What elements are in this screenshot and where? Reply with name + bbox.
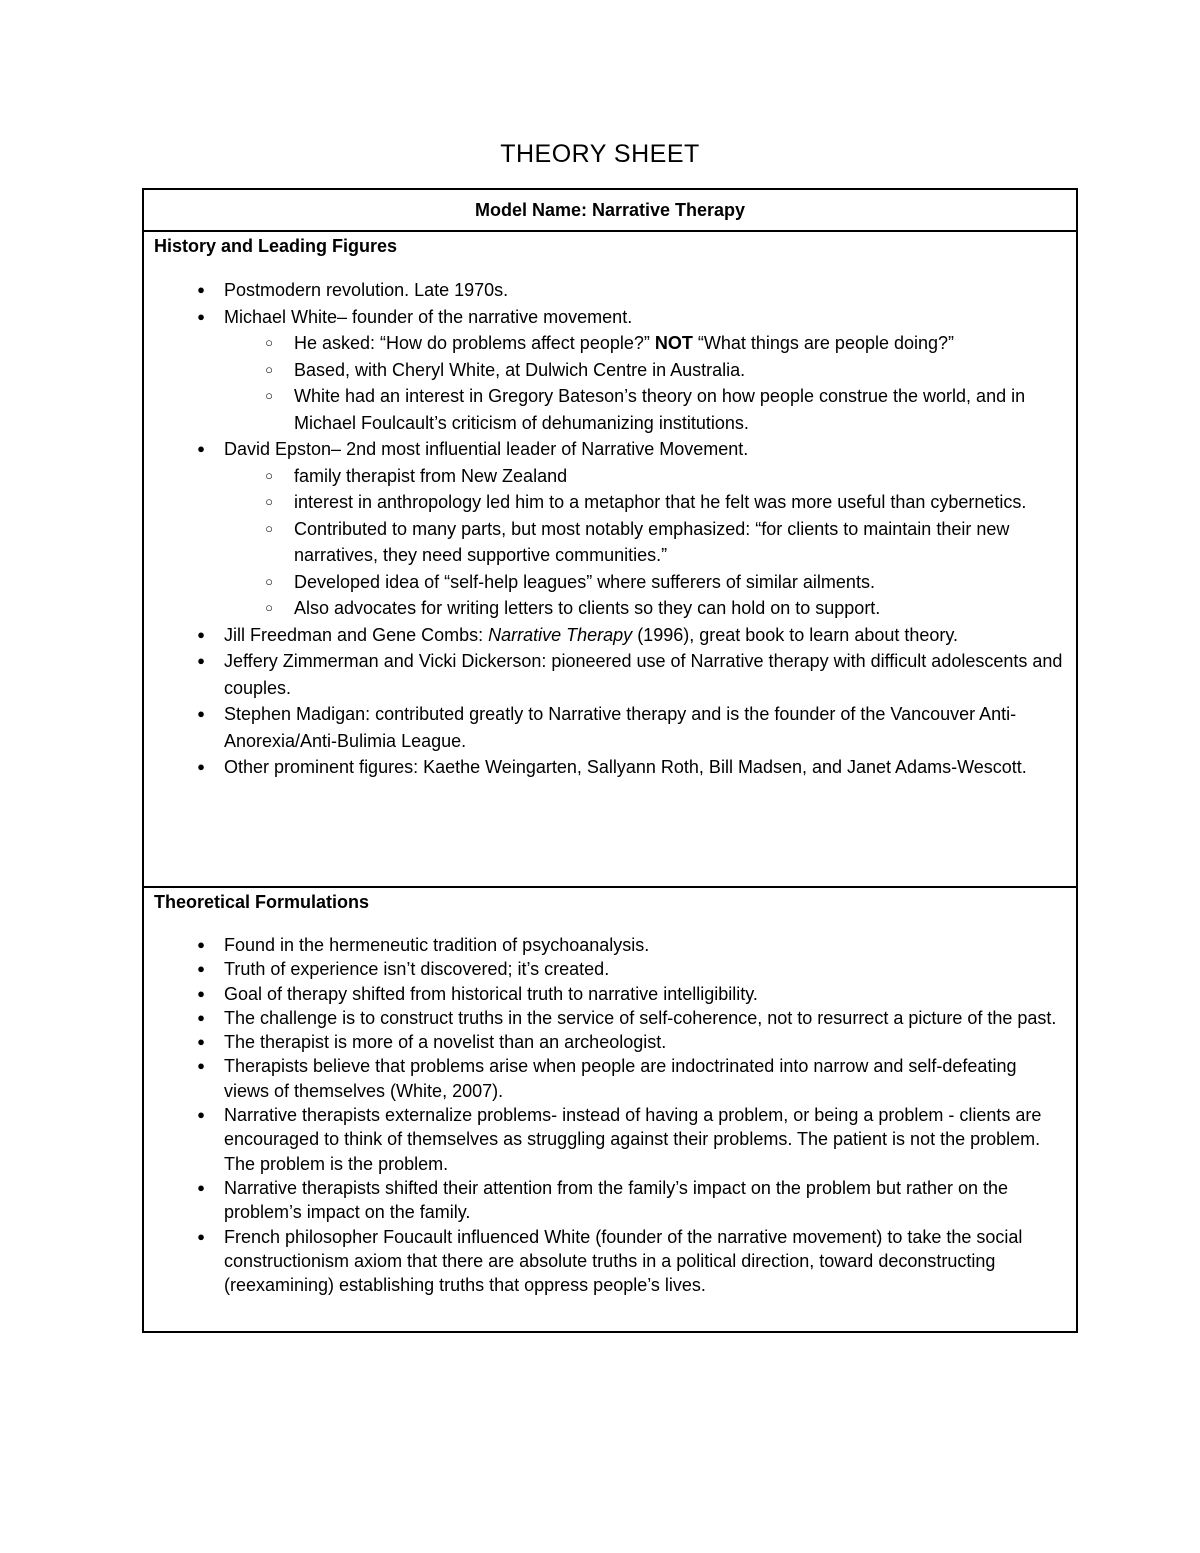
list-item: ● Found in the hermeneutic tradition of psychoanalysis. [154, 933, 1066, 957]
sub-list-item: ○ Based, with Cheryl White, at Dulwich Centre in Australia. [224, 357, 1066, 384]
bullet-icon: ● [197, 626, 205, 642]
bullet-icon: ● [197, 1107, 205, 1123]
list-item: ● Therapists believe that problems arise when people are indoctrinated into narrow and self-defeating views of themselves (White, 2007). [154, 1054, 1066, 1103]
list-item: ● Goal of therapy shifted from historical truth to narrative intelligibility. [154, 982, 1066, 1006]
history-section [144, 232, 1076, 888]
circle-bullet-icon: ○ [265, 388, 273, 403]
history-heading: History and Leading Figures [154, 236, 398, 256]
list-item: ● David Epston– 2nd most influential leader of Narrative Movement. ○ family therapist from New Zealand ○ interest in anthropology led him to a metaphor that he felt was more useful than cybernetics. ○ Contributed to many parts, but most notably emphasized: “for clients to maintain their new narratives, they need supportive communities.” ○ Developed idea of “self-help leagues” where sufferers of similar ailments. ○ Also advocates for writing letters to clients so they can hold on to support. [154, 436, 1066, 622]
bullet-icon: ● [197, 1058, 205, 1074]
list-item: ● Jeffery Zimmerman and Vicki Dickerson: pioneered use of Narrative therapy with difficult adolescents and couples. [154, 648, 1066, 701]
circle-bullet-icon: ○ [265, 494, 273, 509]
sub-list-item: ○ Contributed to many parts, but most notably emphasized: “for clients to maintain their new narratives, they need supportive communities.” [224, 516, 1066, 569]
list-item: ● Narrative therapists externalize problems- instead of having a problem, or being a problem - clients are encouraged to think of themselves as struggling against their problems. The patient is not the problem. The problem is the problem. [154, 1103, 1066, 1176]
theory-table [142, 188, 1078, 1333]
page-title: THEORY SHEET [500, 140, 700, 168]
history-list [154, 277, 1066, 781]
circle-bullet-icon: ○ [265, 361, 273, 377]
bullet-icon: ● [197, 1009, 205, 1025]
bullet-icon: ● [197, 441, 205, 456]
sub-list [224, 463, 1066, 622]
list-item: ● Stephen Madigan: contributed greatly to Narrative therapy and is the founder of the Vancouver Anti-Anorexia/Anti-Bulimia League. [154, 701, 1066, 754]
sub-list [224, 330, 1066, 436]
sub-list-item: ○ interest in anthropology led him to a metaphor that he felt was more useful than cybernetics. [224, 489, 1066, 516]
sub-list-item: ○ White had an interest in Gregory Bateson’s theory on how people construe the world, and in Michael Foulcault’s criticism of dehumanizing institutions. [224, 383, 1066, 436]
list-item: ● The therapist is more of a novelist than an archeologist. [154, 1030, 1066, 1054]
model-name: Model Name: Narrative Therapy [144, 190, 1076, 232]
bullet-icon: ● [197, 1034, 205, 1050]
list-item: ● French philosopher Foucault influenced White (founder of the narrative movement) to take the social constructionism axiom that there are absolute truths in a political direction, toward deconstructing (reexamining) establishing truths that oppress people’s lives. [154, 1225, 1066, 1298]
bullet-icon: ● [197, 308, 205, 324]
circle-bullet-icon: ○ [265, 520, 273, 536]
bullet-icon: ● [197, 282, 205, 297]
bullet-icon: ● [197, 985, 205, 1001]
sub-list-item: ○ family therapist from New Zealand [224, 463, 1066, 490]
theory-section [144, 888, 1076, 1331]
list-item: ● Truth of experience isn’t discovered; it’s created. [154, 957, 1066, 981]
circle-bullet-icon: ○ [265, 335, 273, 350]
sub-list-item: ○ Developed idea of “self-help leagues” where sufferers of similar ailments. [224, 569, 1066, 596]
list-item: ● Other prominent figures: Kaethe Weingarten, Sallyann Roth, Bill Madsen, and Janet Adams-Wescott. [154, 754, 1066, 781]
circle-bullet-icon: ○ [265, 573, 273, 589]
list-item: ● Narrative therapists shifted their attention from the family’s impact on the problem but rather on the problem’s impact on the family. [154, 1176, 1066, 1225]
list-item: ● The challenge is to construct truths in the service of self-coherence, not to resurrect a picture of the past. [154, 1006, 1066, 1030]
theory-heading: Theoretical Formulations [154, 892, 370, 912]
circle-bullet-icon: ○ [265, 600, 273, 615]
bullet-icon: ● [197, 706, 205, 721]
bullet-icon: ● [197, 1228, 205, 1244]
bullet-icon: ● [197, 961, 205, 977]
bullet-icon: ● [197, 937, 205, 952]
list-item: ● Michael White– founder of the narrative movement. ○ He asked: “How do problems affect people?” NOT “What things are people doing?” ○ Based, with Cheryl White, at Dulwich Centre in Australia. ○ White had an interest in Gregory Bateson’s theory on how people construe the world, and in Michael Foulcault’s criticism of dehumanizing institutions. [154, 304, 1066, 437]
bullet-icon: ● [197, 1179, 205, 1195]
list-item: ● Postmodern revolution. Late 1970s. [154, 277, 1066, 304]
list-item: ● Jill Freedman and Gene Combs: Narrative Therapy (1996), great book to learn about theory. [154, 622, 1066, 649]
theory-list [154, 933, 1066, 1297]
sub-list-item: ○ He asked: “How do problems affect people?” NOT “What things are people doing?” [224, 330, 1066, 357]
bullet-icon: ● [197, 759, 205, 774]
circle-bullet-icon: ○ [265, 467, 273, 483]
sub-list-item: ○ Also advocates for writing letters to clients so they can hold on to support. [224, 595, 1066, 622]
bullet-icon: ● [197, 653, 205, 668]
